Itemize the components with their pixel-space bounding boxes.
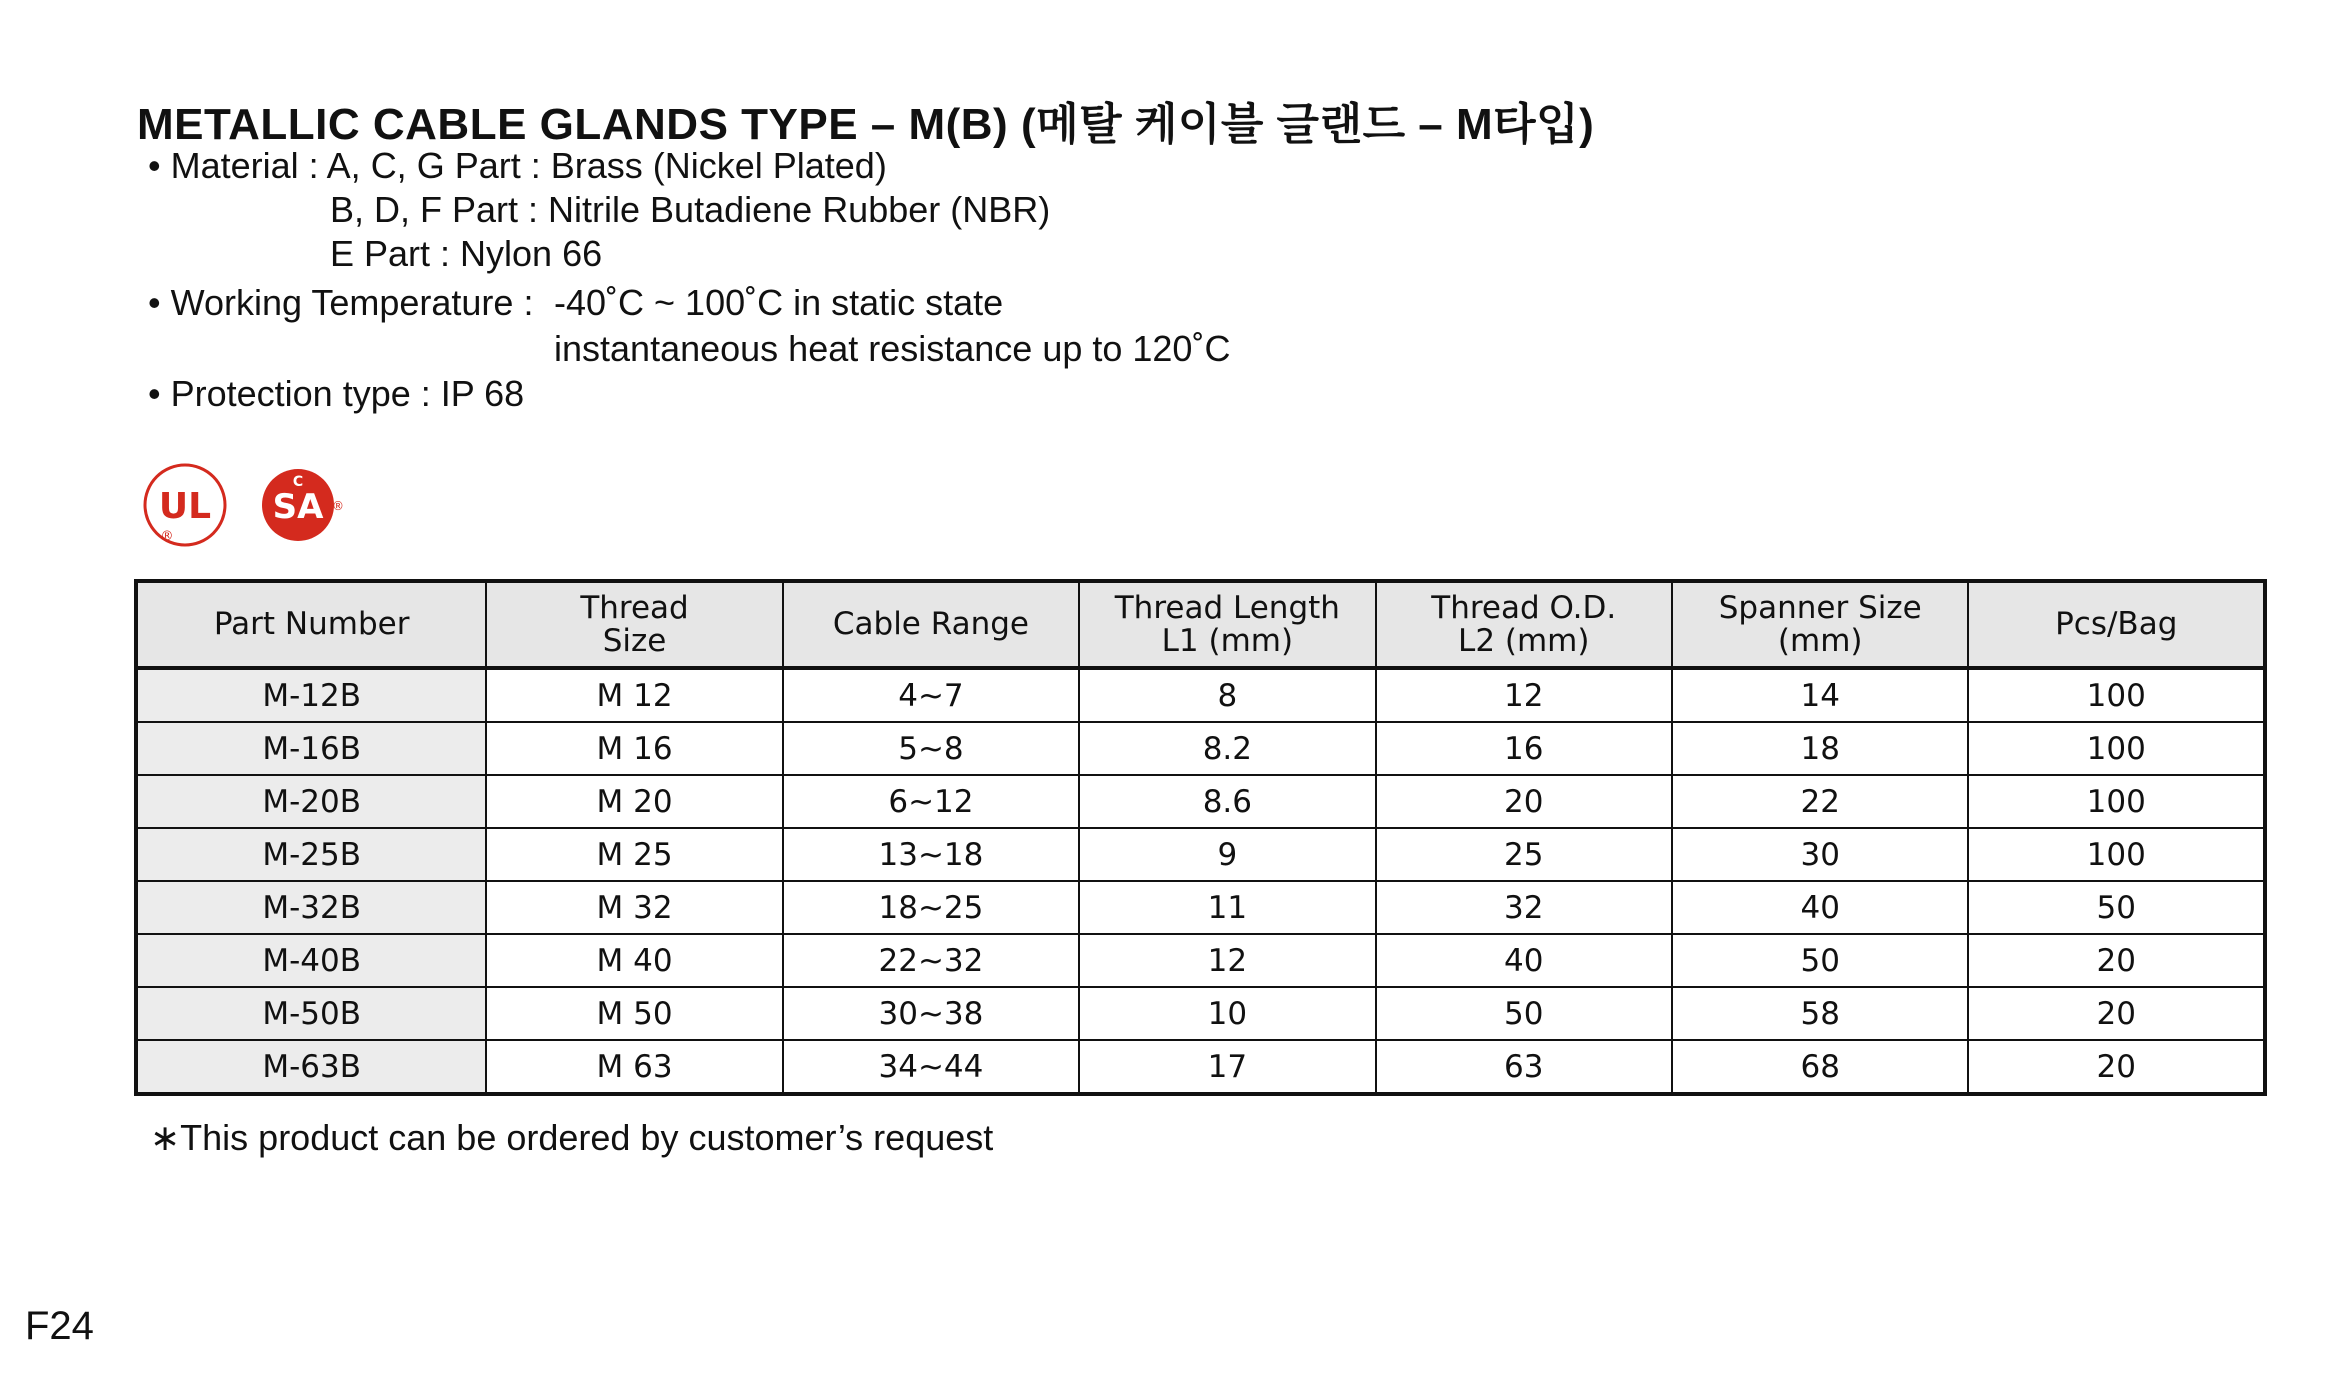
table-cell: 20: [1968, 934, 2265, 987]
table-cell: M 32: [486, 881, 782, 934]
material-line-3: E Part : Nylon 66: [330, 233, 603, 274]
material-line-1: A, C, G Part : Brass (Nickel Plated): [326, 145, 887, 186]
part-number-cell: M-25B: [136, 828, 486, 881]
table-row: [136, 1040, 2265, 1094]
table-cell: 50: [1968, 881, 2265, 934]
table-cell: 22~32: [783, 934, 1079, 987]
part-number-cell: M-20B: [136, 775, 486, 828]
table-cell: 16: [1376, 722, 1672, 775]
table-cell: 63: [1376, 1040, 1672, 1094]
part-number-cell: M-16B: [136, 722, 486, 775]
temperature-line-2: instantaneous heat resistance up to 120˚C: [554, 328, 1231, 369]
table-body: [136, 668, 2265, 1094]
table-cell: 32: [1376, 881, 1672, 934]
product-spec-table: [134, 579, 2267, 1096]
table-row: [136, 722, 2265, 775]
table-cell: M 63: [486, 1040, 782, 1094]
table-cell: 40: [1672, 881, 1968, 934]
table-cell: 5~8: [783, 722, 1079, 775]
bullet: •: [148, 145, 161, 186]
table-cell: 50: [1672, 934, 1968, 987]
table-cell: 25: [1376, 828, 1672, 881]
column-header: Thread O.D. L2 (mm): [1376, 581, 1672, 668]
material-line-2: B, D, F Part : Nitrile Butadiene Rubber (NBR): [330, 189, 1051, 230]
table-cell: 40: [1376, 934, 1672, 987]
table-row: [136, 828, 2265, 881]
page-title: METALLIC CABLE GLANDS TYPE – M(B) (메탈 케이블 글랜드 – M타입): [137, 100, 1595, 149]
table-cell: 4~7: [783, 668, 1079, 722]
table-cell: 68: [1672, 1040, 1968, 1094]
spec-protection: [148, 373, 524, 415]
ul-registered-mark: ®: [160, 529, 174, 544]
table-cell: 50: [1376, 987, 1672, 1040]
table-cell: M 50: [486, 987, 782, 1040]
table-cell: M 16: [486, 722, 782, 775]
spec-material: [148, 145, 887, 187]
table-cell: 12: [1079, 934, 1375, 987]
csa-registered-mark: ®: [332, 499, 344, 513]
table-cell: 20: [1968, 1040, 2265, 1094]
table-cell: 8.6: [1079, 775, 1375, 828]
table-cell: 13~18: [783, 828, 1079, 881]
column-header: Thread Length L1 (mm): [1079, 581, 1375, 668]
table-row: [136, 775, 2265, 828]
table-cell: 9: [1079, 828, 1375, 881]
protection-text: Protection type : IP 68: [170, 373, 525, 414]
material-label: Material :: [170, 145, 319, 186]
table-cell: 30~38: [783, 987, 1079, 1040]
table-cell: 100: [1968, 722, 2265, 775]
table-cell: M 20: [486, 775, 782, 828]
csa-mark: SA: [272, 487, 324, 527]
part-number-cell: M-32B: [136, 881, 486, 934]
table-row: [136, 668, 2265, 722]
page-number: F24: [25, 1304, 94, 1348]
table-cell: 10: [1079, 987, 1375, 1040]
table-cell: 6~12: [783, 775, 1079, 828]
part-number-cell: M-12B: [136, 668, 486, 722]
ul-logo-icon: [142, 462, 228, 548]
table-cell: 20: [1376, 775, 1672, 828]
table-cell: 14: [1672, 668, 1968, 722]
table-cell: 20: [1968, 987, 2265, 1040]
table-cell: M 25: [486, 828, 782, 881]
bullet: •: [148, 373, 161, 414]
table-cell: 58: [1672, 987, 1968, 1040]
footnote: ∗This product can be ordered by customer’s request: [150, 1117, 994, 1158]
ul-mark: UL: [158, 486, 212, 527]
table-cell: 22: [1672, 775, 1968, 828]
column-header: Spanner Size (mm): [1672, 581, 1968, 668]
table-cell: 17: [1079, 1040, 1375, 1094]
csa-logo-icon: [258, 462, 344, 548]
table-row: [136, 881, 2265, 934]
temperature-line-1: -40˚C ~ 100˚C in static state: [554, 282, 1004, 323]
csa-c-mark: C: [292, 474, 304, 490]
table-cell: 18~25: [783, 881, 1079, 934]
table-row: [136, 934, 2265, 987]
table-header-row: [136, 581, 2265, 668]
part-number-cell: M-63B: [136, 1040, 486, 1094]
part-number-cell: M-40B: [136, 934, 486, 987]
table-cell: 18: [1672, 722, 1968, 775]
table-cell: 34~44: [783, 1040, 1079, 1094]
part-number-cell: M-50B: [136, 987, 486, 1040]
spec-temperature: [148, 282, 533, 324]
table-cell: 100: [1968, 775, 2265, 828]
column-header: Pcs/Bag: [1968, 581, 2265, 668]
temperature-label: Working Temperature :: [170, 282, 534, 323]
column-header: Thread Size: [486, 581, 782, 668]
table-cell: 8.2: [1079, 722, 1375, 775]
column-header: Part Number: [136, 581, 486, 668]
column-header: Cable Range: [783, 581, 1079, 668]
table-cell: 11: [1079, 881, 1375, 934]
table-cell: M 40: [486, 934, 782, 987]
bullet: •: [148, 282, 161, 323]
table-row: [136, 987, 2265, 1040]
table-cell: 8: [1079, 668, 1375, 722]
table-cell: 100: [1968, 668, 2265, 722]
table-cell: 30: [1672, 828, 1968, 881]
certification-logos: [142, 462, 344, 548]
table-cell: M 12: [486, 668, 782, 722]
table-cell: 100: [1968, 828, 2265, 881]
table-cell: 12: [1376, 668, 1672, 722]
